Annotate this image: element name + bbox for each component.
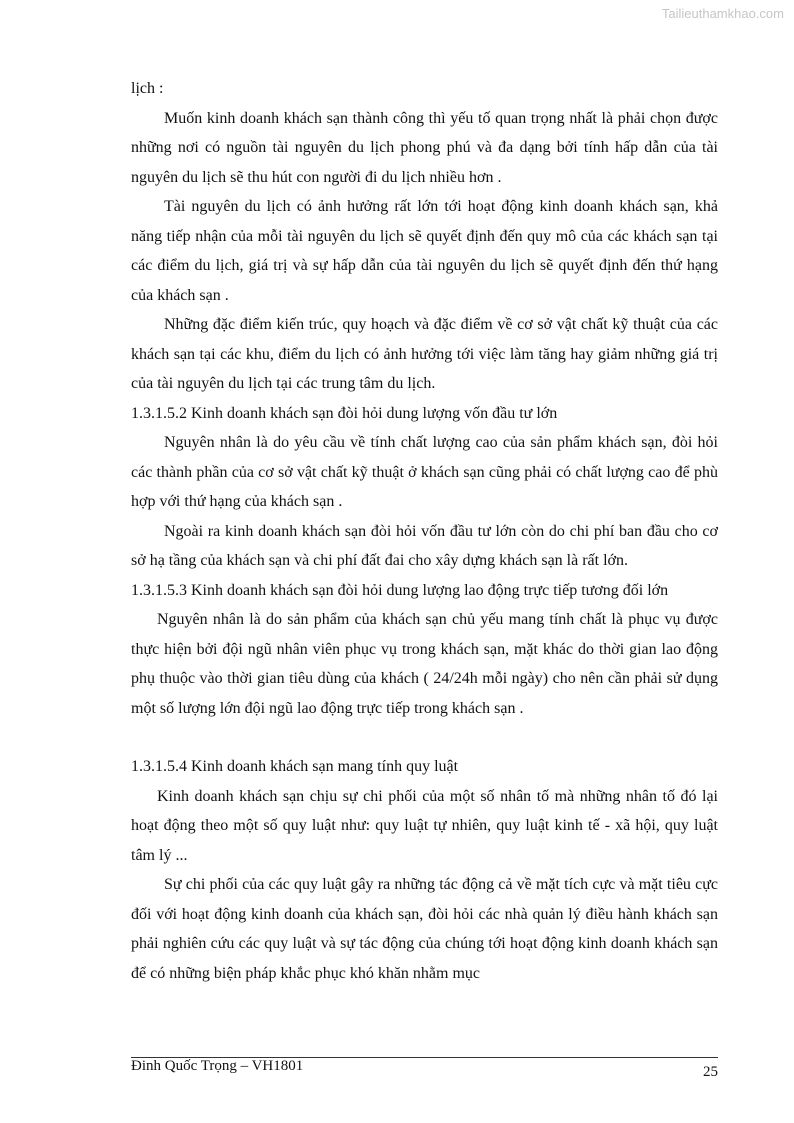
paragraph: Ngoài ra kinh doanh khách sạn đòi hỏi vốn đầu tư lớn còn do chi phí ban đầu cho cơ sở hạ tầng của khách sạn và chi phí đất đai cho xây dựng khách sạn là rất lớn. xyxy=(131,522,718,569)
watermark: Tailieuthamkhao.com xyxy=(661,6,784,21)
footer-author: Đinh Quốc Trọng – VH1801 xyxy=(131,1058,304,1074)
section-heading-1-3-1-5-2: 1.3.1.5.2 Kinh doanh khách sạn đòi hỏi dung lượng vốn đầu tư lớn xyxy=(131,404,558,422)
section-heading-1-3-1-5-3: 1.3.1.5.3 Kinh doanh khách sạn đòi hỏi dung lượng lao động trực tiếp tương đối lớn xyxy=(131,581,669,599)
page-body xyxy=(131,74,718,988)
page-number: 25 xyxy=(703,1064,718,1080)
paragraph-continuation: lịch : xyxy=(131,80,164,97)
paragraph: Tài nguyên du lịch có ảnh hưởng rất lớn tới hoạt động kinh doanh khách sạn, khả năng tiếp nhận của mỗi tài nguyên du lịch sẽ quyết định đến quy mô của các khách sạn tại các điểm du lịch, giá trị và sự hấp dẫn của tài nguyên du lịch sẽ quyết định đến thứ hạng của khách sạn . xyxy=(131,198,718,304)
paragraph: Kinh doanh khách sạn chịu sự chi phối của một số nhân tố mà những nhân tố đó lại hoạt động theo một số quy luật như: quy luật tự nhiên, quy luật kinh tế - xã hội, quy luật tâm lý ... xyxy=(131,787,718,864)
paragraph: Muốn kinh doanh khách sạn thành công thì yếu tố quan trọng nhất là phải chọn được những nơi có nguồn tài nguyên du lịch phong phú và đa dạng bởi tính hấp dẫn của tài nguyên du lịch sẽ thu hút con người đi du lịch nhiều hơn . xyxy=(131,109,718,186)
section-heading-1-3-1-5-4: 1.3.1.5.4 Kinh doanh khách sạn mang tính quy luật xyxy=(131,758,459,775)
paragraph: Những đặc điểm kiến trúc, quy hoạch và đặc điểm về cơ sở vật chất kỹ thuật của các khách sạn tại các khu, điểm du lịch có ảnh hưởng tới việc làm tăng hay giảm những giá trị của tài nguyên du lịch tại các trung tâm du lịch. xyxy=(131,316,718,392)
paragraph: Nguyên nhân là do yêu cầu về tính chất lượng cao của sản phẩm khách sạn, đòi hỏi các thành phần của cơ sở vật chất kỹ thuật ở khách sạn cũng phải có chất lượng cao để phù hợp với thứ hạng của khách sạn . xyxy=(131,434,718,510)
paragraph: Sự chi phối của các quy luật gây ra những tác động cả về mặt tích cực và mặt tiêu cực đối với hoạt động kinh doanh của khách sạn, đòi hỏi các nhà quản lý điều hành khách sạn phải nghiên cứu các quy luật và sự tác động của chúng tới hoạt động kinh doanh khách sạn để có những biện pháp khắc phục khó khăn nhằm mục xyxy=(131,876,718,982)
paragraph: Nguyên nhân là do sản phẩm của khách sạn chủ yếu mang tính chất là phục vụ được thực hiện bởi đội ngũ nhân viên phục vụ trong khách sạn, mặt khác do thời gian lao động phụ thuộc vào thời gian tiêu dùng của khách ( 24/24h mỗi ngày) cho nên cần phải sử dụng một số lượng lớn đội ngũ lao động trực tiếp trong khách sạn . xyxy=(131,611,718,717)
